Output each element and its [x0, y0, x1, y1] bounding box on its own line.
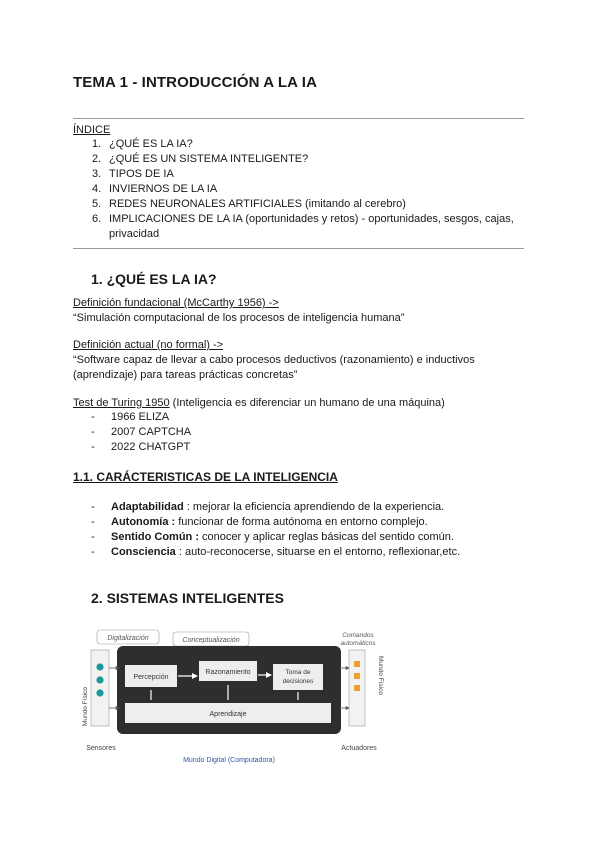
divider	[73, 248, 524, 249]
turing-label: Test de Turing 1950	[73, 397, 170, 409]
automatic-label: automáticos	[340, 640, 376, 647]
turing-text: (Inteligencia es diferenciar un humano de una máquina)	[169, 397, 445, 409]
perception-label: Percepción	[133, 674, 169, 681]
index-item: 5. REDES NEURONALES ARTIFICIALES (imitando al cerebro)	[92, 198, 406, 210]
list-item: - Sentido Común : conocer y aplicar reglas básicas del sentido común.	[91, 531, 454, 543]
definition-label: Definición actual (no formal) ->	[73, 339, 224, 351]
index-label: ÍNDICE	[73, 124, 111, 136]
divider	[73, 118, 524, 119]
index-item: 1. ¿QUÉ ES LA IA?	[92, 138, 193, 150]
actuator-dot	[354, 661, 360, 667]
section-heading: 2. SISTEMAS INTELIGENTES	[91, 590, 284, 606]
decision-label-1: Toma de	[285, 669, 311, 676]
index-item: 6. IMPLICACIONES DE LA IA (oportunidades y retos) - oportunidades, sesgos, cajas, privacidad	[92, 213, 514, 240]
sensor-dot	[96, 663, 103, 670]
document-title: TEMA 1 - INTRODUCCIÓN A LA IA	[73, 74, 317, 91]
section-heading: 1. ¿QUÉ ES LA IA?	[91, 271, 217, 287]
actuator-dot	[354, 673, 360, 679]
physical-world-left-label: Mundo Físico	[82, 686, 89, 726]
characteristics-list	[91, 500, 521, 560]
learning-label: Aprendizaje	[209, 711, 247, 718]
definition-text: “Software capaz de llevar a cabo procesos deductivos (razonamiento) e inductivos (aprendizaje) para tareas prácticas concretas”	[73, 354, 475, 381]
list-item: - Adaptabilidad : mejorar la eficiencia aprendiendo de la experiencia.	[91, 501, 445, 513]
turing-list	[91, 410, 191, 455]
definition-current	[73, 338, 513, 383]
decision-box	[273, 664, 323, 690]
digital-world-caption: Mundo Digital (Computadora)	[183, 757, 275, 764]
sensors-label: Sensores	[86, 745, 116, 752]
digitalization-label: Digitalización	[107, 635, 149, 642]
list-item: - Autonomía : funcionar de forma autónoma en entorno complejo.	[91, 516, 428, 528]
index-item: 4. INVIERNOS DE LA IA	[92, 183, 218, 195]
definition-text: “Simulación computacional de los procesos de inteligencia humana”	[73, 312, 405, 324]
sensor-dot	[96, 676, 103, 683]
definition-label: Definición fundacional (McCarthy 1956) ->	[73, 297, 279, 309]
conceptualization-label: Conceptualización	[182, 637, 240, 644]
list-item: - 2007 CAPTCHA	[91, 426, 192, 438]
turing-test-line	[73, 396, 533, 411]
definition-foundational	[73, 296, 533, 326]
intelligent-system-diagram	[81, 628, 393, 768]
actuators-label: Actuadores	[341, 745, 377, 752]
list-item: - Consciencia : auto-reconocerse, situarse en el entorno, reflexionar,etc.	[91, 546, 461, 558]
list-item: - 1966 ELIZA	[91, 411, 170, 423]
sensor-panel	[91, 650, 109, 726]
commands-label: Comandos	[342, 632, 374, 639]
index-item: 3. TIPOS DE IA	[92, 168, 174, 180]
index-list	[92, 137, 522, 242]
subsection-heading: 1.1. CARÁCTERISTICAS DE LA INTELIGENCIA	[73, 470, 338, 484]
index-item: 2. ¿QUÉ ES UN SISTEMA INTELIGENTE?	[92, 153, 309, 165]
list-item: - 2022 CHATGPT	[91, 441, 191, 453]
actuator-dot	[354, 685, 360, 691]
sensor-dot	[96, 689, 103, 696]
reasoning-label: Razonamiento	[205, 669, 251, 676]
physical-world-right-label: Mundo Físico	[377, 656, 384, 696]
decision-label-2: decisiones	[282, 678, 314, 685]
